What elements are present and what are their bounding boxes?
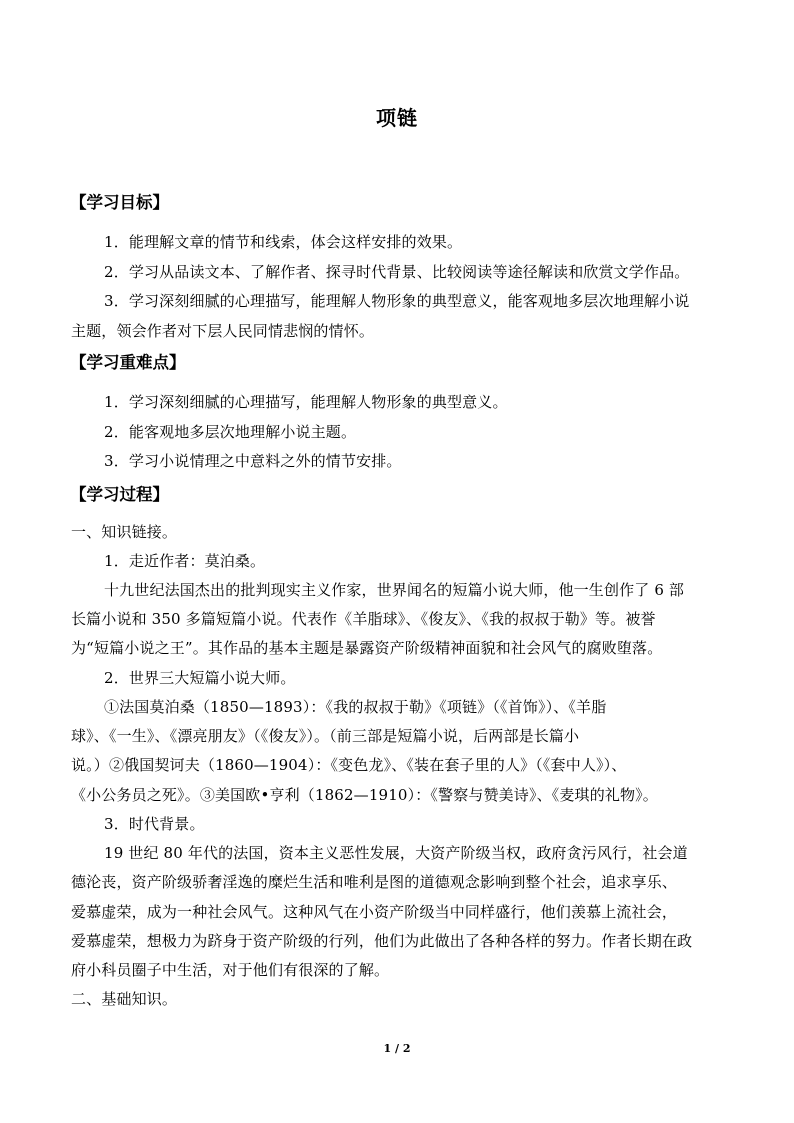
process-line-4: 长篇小说和 350 多篇短篇小说。代表作《羊脂球》、《俊友》、《我的叔叔于勒》等。被誉 (71, 610, 656, 628)
goal-item-1: 1．能理解文章的情节和线索，体会这样安排的效果。 (104, 233, 463, 251)
key-point-item-3: 3．学习小说情理之中意料之外的情节安排。 (104, 452, 402, 470)
page-number: 1 / 2 (383, 1042, 411, 1055)
goal-item-3-continued: 主题，领会作者对下层人民同情悲悯的情怀。 (71, 322, 375, 340)
process-line-3: 十九世纪法国杰出的批判现实主义作家，世界闻名的短篇小说大师，他一生创作了 6 部 (104, 581, 685, 599)
process-line-15: 爱慕虚荣，想极力为跻身于资产阶级的行列，他们为此做出了各种各样的努力。作者长期在政 (71, 932, 693, 950)
process-line-2: 1．走近作者：莫泊桑。 (104, 552, 266, 570)
section-heading-key-points: 【学习重难点】 (70, 353, 186, 372)
section-heading-goals: 【学习目标】 (70, 193, 169, 212)
process-line-9: 说。）②俄国契诃夫（1860—1904）：《变色龙》、《装在套子里的人》（《套中人》）、 (71, 756, 627, 774)
key-point-item-1: 1．学习深刻细腻的心理描写，能理解人物形象的典型意义。 (104, 393, 508, 411)
key-point-item-2: 2．能客观地多层次地理解小说主题。 (104, 423, 357, 441)
process-line-14: 爱慕虚荣，成为一种社会风气。这种风气在小资产阶级当中同样盛行，他们羡慕上流社会， (71, 903, 678, 921)
process-line-6: 2．世界三大短篇小说大师。 (104, 669, 296, 687)
goal-item-3: 3．学习深刻细腻的心理描写，能理解人物形象的典型意义，能客观地多层次地理解小说 (104, 292, 690, 310)
process-line-7: ①法国莫泊桑（1850—1893）：《我的叔叔于勒》《项链》（《首饰》）、《羊脂 (104, 698, 607, 716)
process-line-10: 《小公务员之死》。③美国欧•亨利（1862—1910）：《警察与赞美诗》、《麦琪的礼物》。 (71, 786, 658, 804)
document-title: 项链 (376, 106, 418, 130)
process-line-16: 府小科员圈子中生活，对于他们有很深的了解。 (71, 961, 390, 979)
process-line-11: 3．时代背景。 (104, 815, 205, 833)
process-line-5: 为“短篇小说之王”。其作品的基本主题是暴露资产阶级精神面貌和社会风气的腐败堕落。 (71, 639, 663, 657)
process-line-1: 一、知识链接。 (71, 523, 178, 541)
process-line-17: 二、基础知识。 (71, 990, 178, 1008)
goal-item-2: 2．学习从品读文本、了解作者、探寻时代背景、比较阅读等途径解读和欣赏文学作品。 (104, 263, 690, 281)
process-line-13: 德沦丧，资产阶级骄奢淫逸的糜烂生活和唯利是图的道德观念影响到整个社会，追求享乐、 (71, 873, 678, 891)
section-heading-process: 【学习过程】 (70, 485, 169, 504)
process-line-8: 球》、《一生》、《漂亮朋友》（《俊友》）。（前三部是短篇小说，后两部是长篇小 (71, 727, 580, 745)
process-line-12: 19 世纪 80 年代的法国，资本主义恶性发展，大资产阶级当权，政府贪污风行，社会道 (104, 844, 688, 862)
